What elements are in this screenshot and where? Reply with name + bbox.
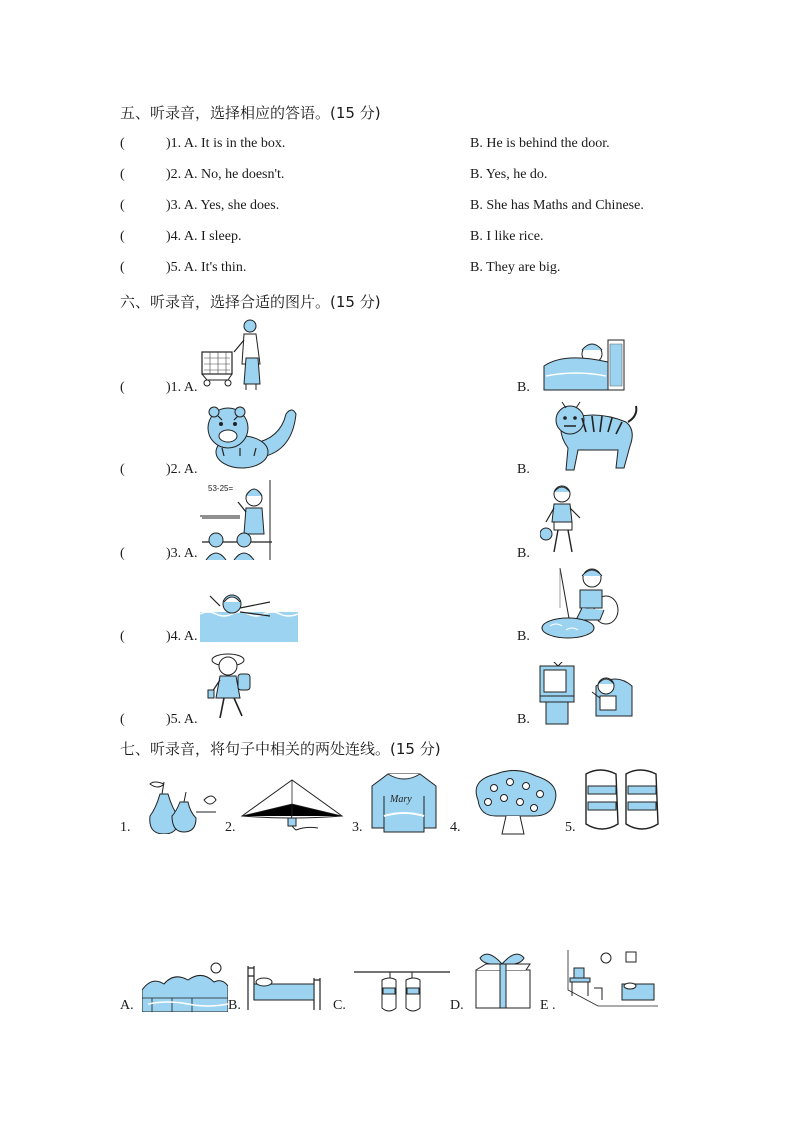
sweater-text: Mary (390, 794, 412, 805)
bottom-label-a: A. (120, 998, 134, 1013)
s6-row-4-b: B. (517, 629, 530, 644)
s5-row-1-b: B. He is behind the door. (470, 136, 610, 151)
section-6-title: 六、听录音，选择合适的图片。(15 分) (120, 293, 381, 311)
sandals-picture[interactable] (582, 768, 662, 832)
realistic-tiger-picture[interactable] (552, 400, 638, 472)
s6-row-3-b: B. (517, 546, 530, 561)
sweater-picture[interactable] (368, 770, 440, 834)
bed-picture[interactable] (244, 962, 324, 1012)
top-label-2: 2. (225, 820, 236, 835)
option-a-label: A. (183, 462, 198, 477)
answer-paren[interactable]: ( (120, 229, 125, 244)
answer-paren[interactable]: ( (120, 546, 125, 561)
answer-paren[interactable]: ( (120, 260, 125, 275)
option-a-label: A. (183, 629, 198, 644)
answer-paren[interactable]: ( (120, 136, 125, 151)
s6-row-1-b: B. (517, 380, 530, 395)
swimming-girl-picture[interactable] (200, 590, 298, 642)
girl-watching-tv-picture[interactable] (538, 662, 634, 726)
section-5-title: 五、听录音，选择相应的答语。(15 分) (120, 104, 381, 122)
option-a-label: A. (183, 380, 198, 395)
option-a: A. Yes, she does. (183, 198, 280, 213)
option-a: A. I sleep. (183, 229, 242, 244)
item-number: )1. (166, 380, 182, 395)
item-number: )1. (166, 136, 182, 151)
item-number: )3. (166, 198, 182, 213)
bottom-label-c: C. (333, 998, 346, 1013)
top-label-3: 3. (352, 820, 363, 835)
sleeping-girl-picture[interactable] (542, 336, 630, 392)
kite-picture[interactable] (240, 778, 344, 834)
s5-row-2 (120, 167, 284, 183)
item-number: )5. (166, 260, 182, 275)
s5-row-1 (120, 136, 285, 152)
park-scene-picture[interactable] (142, 960, 228, 1012)
bottom-label-d: D. (450, 998, 464, 1013)
bottom-label-b: B. (228, 998, 241, 1013)
option-a: A. It is in the box. (183, 136, 286, 151)
s6-row-5 (120, 712, 198, 728)
top-label-4: 4. (450, 820, 461, 835)
answer-paren[interactable]: ( (120, 380, 125, 395)
item-number: )2. (166, 167, 182, 182)
s6-row-1 (120, 380, 198, 396)
gift-box-picture[interactable] (472, 950, 534, 1012)
item-number: )3. (166, 546, 182, 561)
bedroom-picture[interactable] (566, 948, 658, 1008)
answer-paren[interactable]: ( (120, 712, 125, 727)
s5-row-4 (120, 229, 241, 245)
option-a: A. No, he doesn't. (183, 167, 285, 182)
s5-row-2-b: B. Yes, he do. (470, 167, 548, 182)
answer-paren[interactable]: ( (120, 198, 125, 213)
girl-walking-school-picture[interactable] (204, 650, 258, 724)
answer-paren[interactable]: ( (120, 167, 125, 182)
option-a-label: A. (183, 712, 198, 727)
item-number: )4. (166, 229, 182, 244)
s5-row-5 (120, 260, 246, 276)
s6-row-3 (120, 546, 198, 562)
classroom-maths-picture[interactable] (200, 480, 274, 560)
bottom-label-e: E . (540, 998, 556, 1013)
top-label-1: 1. (120, 820, 131, 835)
boy-basketball-picture[interactable] (540, 484, 584, 560)
pears-picture[interactable] (138, 774, 218, 834)
s5-row-5-b: B. They are big. (470, 260, 561, 275)
s5-row-3 (120, 198, 279, 214)
s6-row-2 (120, 462, 198, 478)
top-label-5: 5. (565, 820, 576, 835)
answer-paren[interactable]: ( (120, 462, 125, 477)
blackboard-text: 53-25= (208, 484, 234, 493)
shopping-cart-picture[interactable] (198, 318, 268, 392)
answer-paren[interactable]: ( (120, 629, 125, 644)
option-a-label: A. (183, 546, 198, 561)
hanging-shoes-picture[interactable] (354, 964, 450, 1016)
item-number: )2. (166, 462, 182, 477)
apple-tree-picture[interactable] (470, 770, 560, 836)
section-7-title: 七、听录音，将句子中相关的两处连线。(15 分) (120, 740, 441, 758)
item-number: )5. (166, 712, 182, 727)
s6-row-5-b: B. (517, 712, 530, 727)
option-a: A. It's thin. (183, 260, 247, 275)
girl-fishing-picture[interactable] (540, 566, 620, 642)
s5-row-4-b: B. I like rice. (470, 229, 544, 244)
s5-row-3-b: B. She has Maths and Chinese. (470, 198, 644, 213)
s6-row-4 (120, 629, 198, 645)
cartoon-tiger-picture[interactable] (200, 404, 300, 470)
s6-row-2-b: B. (517, 462, 530, 477)
item-number: )4. (166, 629, 182, 644)
